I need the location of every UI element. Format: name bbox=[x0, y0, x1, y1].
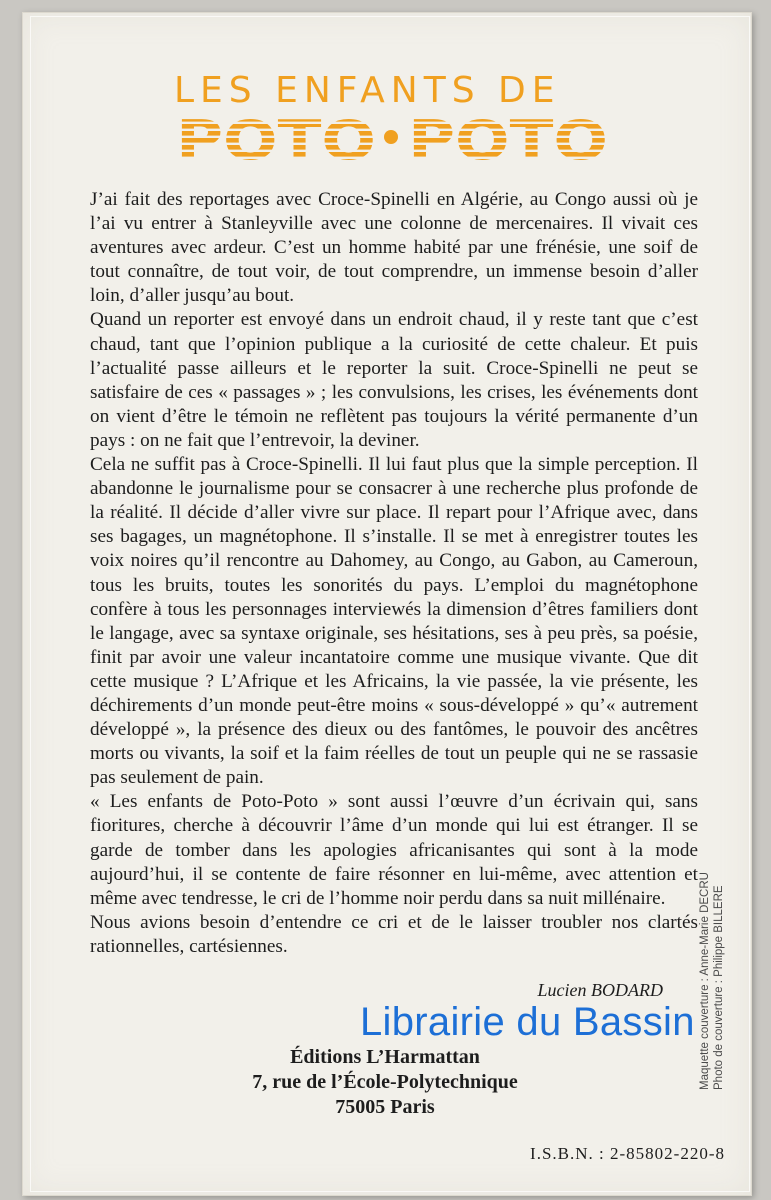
title-poto-right: POTO bbox=[408, 110, 608, 166]
title-line-1: LES ENFANTS DE bbox=[174, 70, 561, 111]
publisher-name: Éditions L’Harmattan bbox=[290, 1046, 480, 1068]
publisher-address: 7, rue de l’École-Polytechnique bbox=[252, 1071, 518, 1093]
title-dot bbox=[384, 130, 398, 144]
publisher-city: 75005 Paris bbox=[335, 1096, 435, 1118]
signature: Lucien BODARD bbox=[537, 980, 663, 1000]
publisher-block bbox=[150, 1045, 620, 1120]
blurb-text bbox=[90, 188, 698, 959]
title-poto-left: POTO bbox=[176, 110, 376, 166]
isbn: I.S.B.N. : 2-85802-220-8 bbox=[530, 1144, 725, 1163]
title-logo bbox=[150, 110, 620, 166]
blurb-paragraph: Quand un reporter est envoyé dans un endroit chaud, il y reste tant que c’est chaud, tant que l’opinion publique a la curiosité de cette chaleur. Et puis l’actualité passe ailleurs et le reporter la suit. Croce-Spinelli ne peut se satisfaire de ces « passages » ; les convulsions, les crises, les événements dont on vient d’être le témoin ne reflètent pas toujours la vérité permanente d’un pays : on ne fait que l’entrevoir, la deviner. bbox=[90, 309, 698, 451]
blurb-paragraph: « Les enfants de Poto-Poto » sont aussi l’œuvre d’un écrivain qui, sans fioritures, cherche à découvrir l’âme d’un monde qui lui est étranger. Il se garde de tomber dans les apologies africanisantes qui sont à la mode aujourd’hui, il se contente de faire résonner en lui-même, avec attention et même avec tendresse, le cri de l’homme noir perdu dans sa nuit millénaire. bbox=[90, 791, 698, 909]
credit-design: Maquette couverture : Anne-Marie DECRU bbox=[699, 872, 711, 1090]
cover-credits bbox=[698, 770, 726, 1090]
blurb-paragraph: Nous avions besoin d’entendre ce cri et de le laisser troubler nos clartés rationnelles, cartésiennes. bbox=[90, 911, 698, 957]
credit-photo: Photo de couverture : Philippe BILLERE bbox=[713, 885, 725, 1090]
blurb-paragraph: J’ai fait des reportages avec Croce-Spinelli en Algérie, au Congo aussi où je l’ai vu entrer à Stanleyville avec une colonne de mercenaires. Il vivait ces aventures avec ardeur. C’est un homme habité par une frénésie, une soif de tout connaître, de tout voir, de tout comprendre, un immense besoin d’aller loin, d’aller jusqu’au bout. bbox=[90, 189, 698, 307]
bookseller-watermark: Librairie du Bassin bbox=[360, 1000, 695, 1044]
blurb-paragraph: Cela ne suffit pas à Croce-Spinelli. Il lui faut plus que la simple perception. Il abandonne le journalisme pour se consacrer à une recherche plus profonde de la réalité. Il décide d’aller vivre sur place. Il repart pour l’Afrique avec, dans ses bagages, un magnétophone. Il s’installe. Il se met à enregistrer toutes les voix noires qu’il rencontre au Dahomey, au Congo, au Gabon, au Cameroun, tous les bruits, toutes les sonorités du pays. L’emploi du magnétophone confère à tous les personnages interviewés la dimension d’êtres familiers dont le langage, avec sa syntaxe originale, ses hésitations, ses à peu près, sa poésie, finit par avoir une valeur incantatoire comme une musique vivante. Que dit cette musique ? L’Afrique et les Africains, la vie passée, la vie présente, les déchirements d’un monde peut-être moins « sous-développé » qu’« autrement développé », la présence des dieux ou des fantômes, le pouvoir des ancêtres morts ou vivants, la soif et la faim réelles de tout un peuple qui ne se rassasie pas seulement de pain. bbox=[90, 454, 698, 789]
